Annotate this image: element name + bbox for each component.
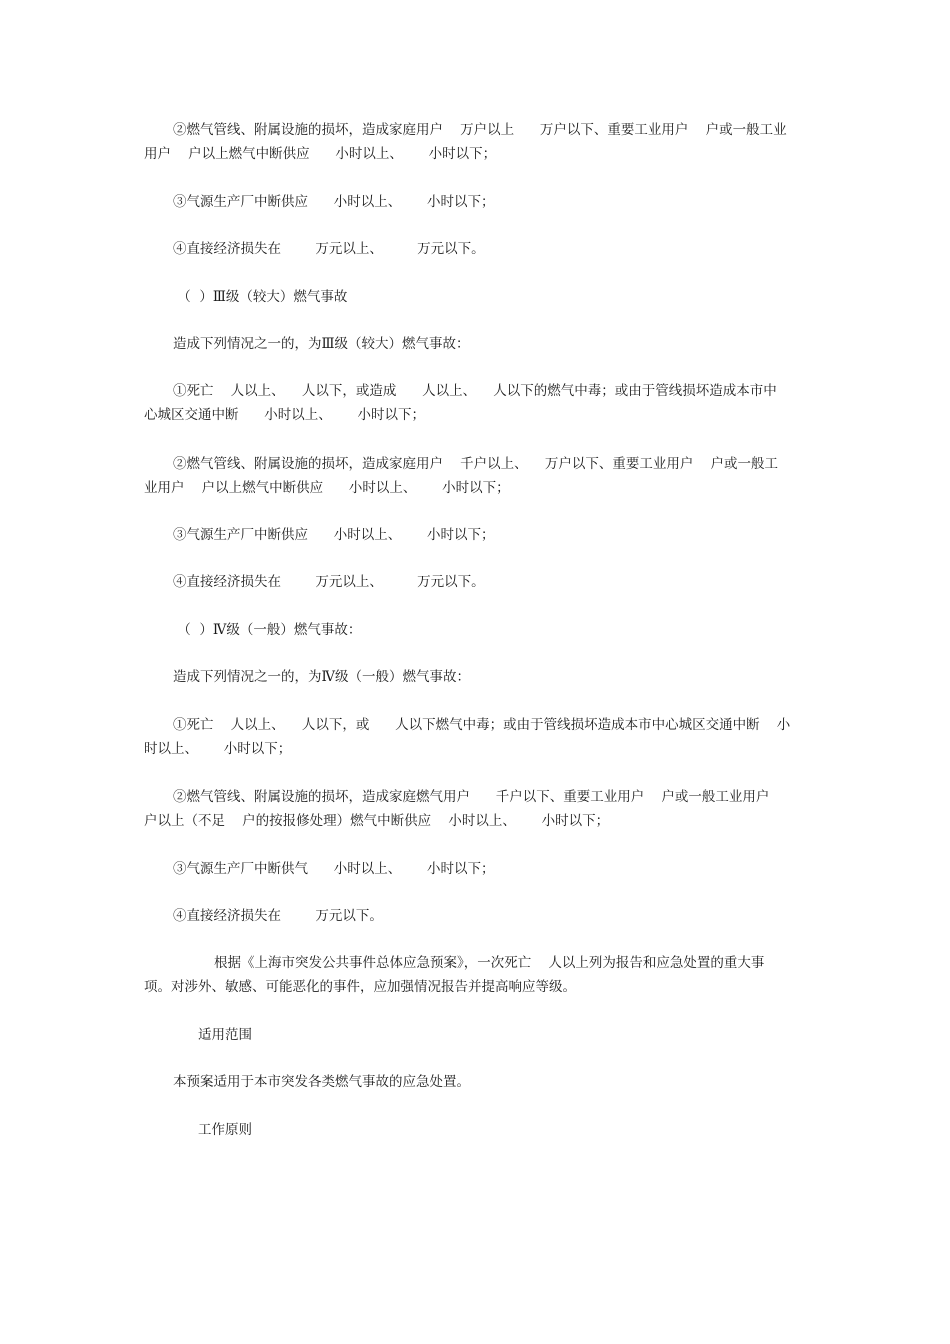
text-line: 户以上（不足 户的按报修处理）燃气中断供应 小时以上、 小时以下； <box>144 813 610 829</box>
text-line: 项。对涉外、敏感、可能恶化的事件，应加强情况报告并提高响应等级。 <box>144 979 576 995</box>
paragraph-2-c <box>144 785 809 833</box>
text-line: （ ）Ⅲ级（较大）燃气事故 <box>173 289 348 305</box>
paragraph-3-c <box>144 857 809 881</box>
paragraph-4-a <box>144 237 809 261</box>
reference-paragraph <box>144 951 809 999</box>
paragraph-4-c <box>144 904 809 928</box>
paragraph-2-a <box>144 118 809 166</box>
paragraph-1-c <box>144 713 809 761</box>
text-line: 造成下列情况之一的，为Ⅳ级（一般）燃气事故： <box>173 669 470 685</box>
paragraph-3-b <box>144 523 809 547</box>
text-line: 心城区交通中断 小时以上、 小时以下； <box>144 407 425 423</box>
intro-level-4 <box>144 665 809 689</box>
paragraph-1-b <box>144 379 809 427</box>
paragraph-3-a <box>144 190 809 214</box>
text-line: 造成下列情况之一的，为Ⅲ级（较大）燃气事故： <box>173 336 470 352</box>
text-line: ③气源生产厂中断供应 小时以上、 小时以下； <box>173 527 495 543</box>
text-line: （ ）Ⅳ级（一般）燃气事故： <box>173 622 362 638</box>
text-line: ②燃气管线、附属设施的损坏，造成家庭燃气用户 千户以下、重要工业用户 户或一般工业用户 <box>173 789 770 805</box>
text-line: 时以上、 小时以下； <box>144 741 292 757</box>
text-line: ④直接经济损失在 万元以上、 万元以下。 <box>173 574 485 590</box>
text-line: ④直接经济损失在 万元以下。 <box>173 908 383 924</box>
section-heading-scope <box>144 1023 809 1047</box>
text-line: 根据《上海市突发公共事件总体应急预案》，一次死亡 人以上列为报告和应急处置的重大事 <box>214 955 765 971</box>
text-line: ②燃气管线、附属设施的损坏，造成家庭用户 千户以上、 万户以下、重要工业用户 户或一般工 <box>173 456 778 472</box>
text-line: 本预案适用于本市突发各类燃气事故的应急处置。 <box>173 1074 470 1090</box>
intro-level-3 <box>144 332 809 356</box>
text-line: 业用户 户以上燃气中断供应 小时以上、 小时以下； <box>144 480 510 496</box>
paragraph-2-b <box>144 452 809 500</box>
text-line: ④直接经济损失在 万元以上、 万元以下。 <box>173 241 485 257</box>
heading-level-4 <box>144 618 809 642</box>
text-line: ②燃气管线、附属设施的损坏，造成家庭用户 万户以上 万户以下、重要工业用户 户或一般工业 <box>173 122 787 138</box>
heading-level-3 <box>144 285 809 309</box>
text-line: ③气源生产厂中断供气 小时以上、 小时以下； <box>173 861 495 877</box>
text-line: ①死亡 人以上、 人以下，或 人以下燃气中毒；或由于管线损坏造成本市中心城区交通中断 小 <box>173 717 791 733</box>
text-line: 工作原则 <box>198 1122 252 1138</box>
text-line: 适用范围 <box>198 1027 252 1043</box>
section-heading-principles <box>144 1118 809 1142</box>
paragraph-4-b <box>144 570 809 594</box>
text-line: ①死亡 人以上、 人以下，或造成 人以上、 人以下的燃气中毒；或由于管线损坏造成本市中 <box>173 383 777 399</box>
text-line: ③气源生产厂中断供应 小时以上、 小时以下； <box>173 194 495 210</box>
text-line: 用户 户以上燃气中断供应 小时以上、 小时以下； <box>144 146 497 162</box>
scope-paragraph <box>144 1070 809 1094</box>
